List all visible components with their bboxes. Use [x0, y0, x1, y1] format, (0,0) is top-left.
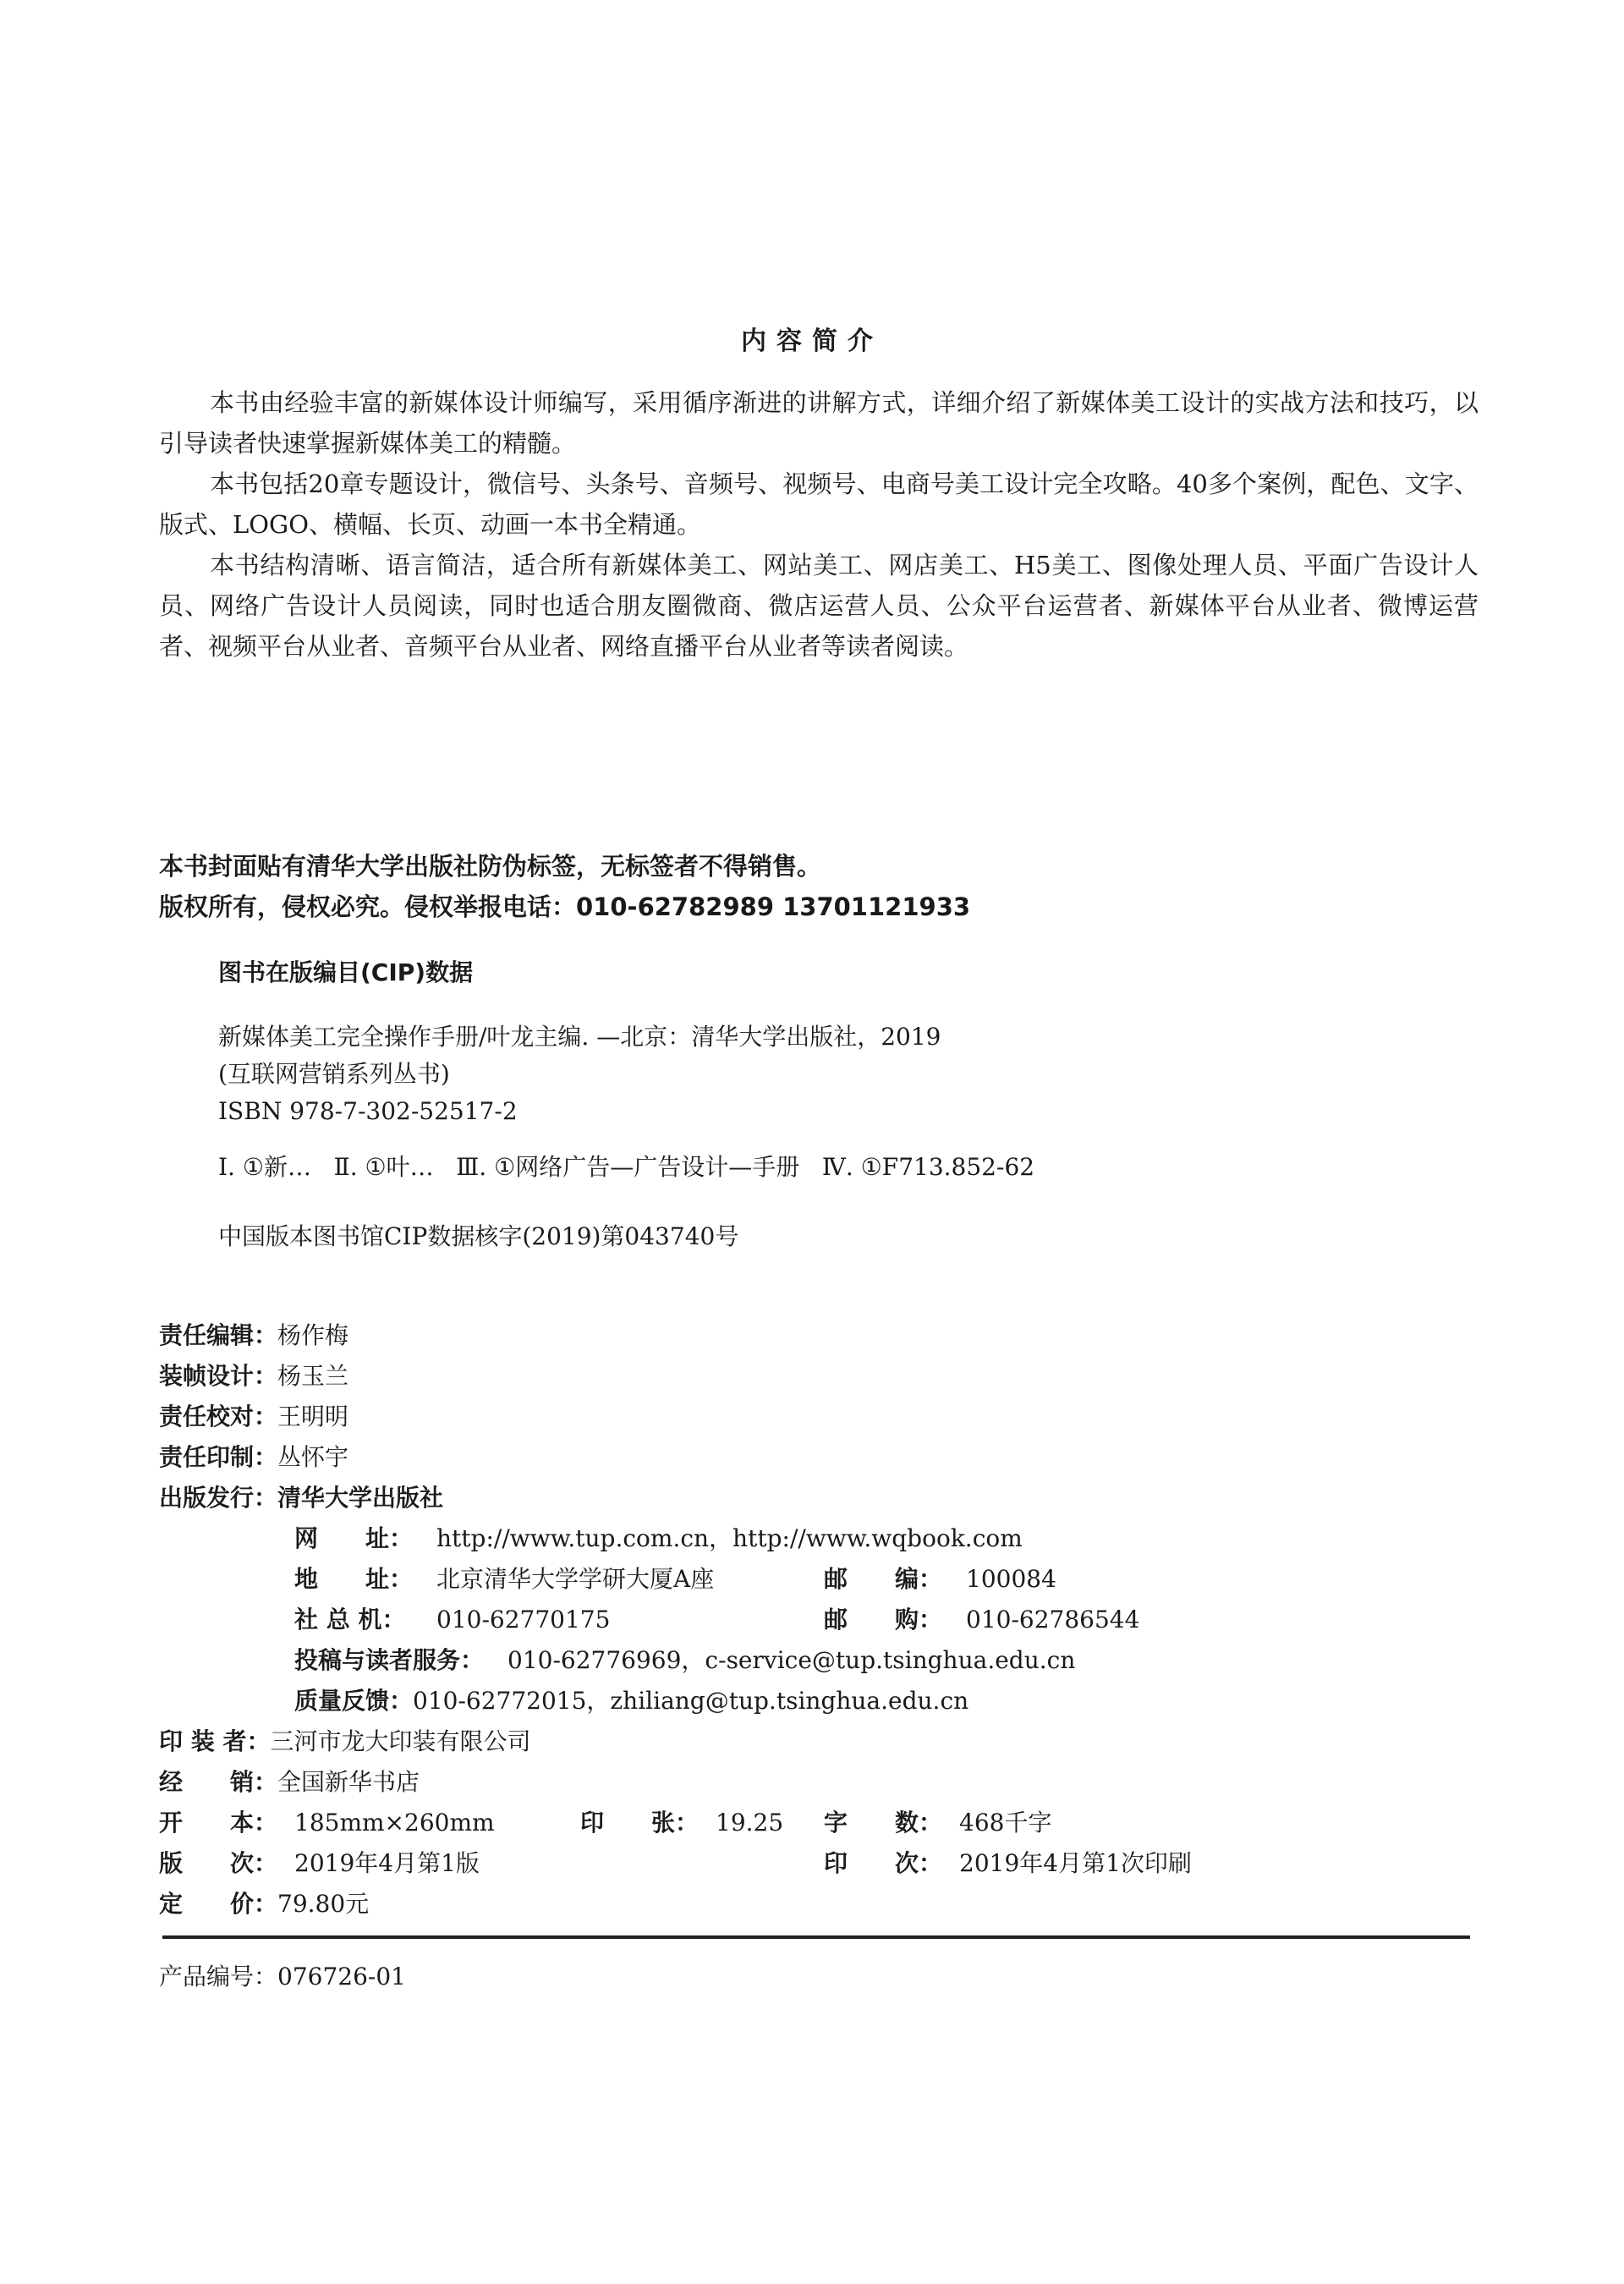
credit-row: [159, 1803, 1052, 1843]
cip-series: (互联网营销系列丛书): [218, 1060, 450, 1088]
printer-label: 印 装 者：: [159, 1727, 271, 1755]
cip-title-line: 新媒体美工完全操作手册/叶龙主编. —北京：清华大学出版社，2019: [218, 1023, 941, 1051]
intro-paragraph: 本书结构清晰、语言简洁，适合所有新媒体美工、网站美工、网店美工、H5美工、图像处理人员、平面广告设计人员、网络广告设计人员阅读，同时也适合朋友圈微商、微店运营人员、公众平台运营者、新媒体平台从业者、微博运营者、视频平台从业者、音频平台从业者、网络直播平台从业者等读者阅读。: [159, 551, 1479, 661]
credit-row: [159, 1356, 531, 1397]
format-value: 185mm×260mm: [294, 1809, 495, 1837]
web-label: 网 址：: [294, 1524, 414, 1552]
credit-row: [159, 1681, 969, 1721]
intro-paragraph: 本书包括20章专题设计，微信号、头条号、音频号、视频号、电商号美工设计完全攻略。40多个案例，配色、文字、版式、LOGO、横幅、长页、动画一本书全精通。: [159, 469, 1479, 539]
product-code: 076726-01: [277, 1963, 406, 1990]
service-label: 投稿与读者服务：: [294, 1646, 485, 1674]
price-value: 79.80元: [277, 1890, 370, 1918]
copyright-notice: [159, 846, 1479, 927]
credit-row: [159, 1721, 531, 1762]
format-label: 开 本：: [159, 1809, 278, 1837]
impression-value: 2019年4月第1次印刷: [959, 1849, 1192, 1877]
price-label: 定 价：: [159, 1890, 278, 1918]
anti-counterfeit-notice: 本书封面贴有清华大学出版社防伪标签，无标签者不得销售。: [159, 852, 822, 881]
credit-row: [159, 1559, 1056, 1600]
address-value: 北京清华大学学研大厦A座: [436, 1565, 715, 1593]
copyright-statement: 版权所有，侵权必究。侵权举报电话：010-62782989 13701121933: [159, 892, 971, 921]
intro-section: [159, 382, 1479, 667]
proofreader-label: 责任校对：: [159, 1403, 278, 1430]
credit-row: [159, 1884, 531, 1924]
credits-block: [159, 1315, 1192, 1924]
cip-classification: Ⅰ. ①新… Ⅱ. ①叶… Ⅲ. ①网络广告—广告设计—手册 Ⅳ. ①F713.852-62: [218, 1153, 1035, 1181]
editor-label: 责任编辑：: [159, 1321, 278, 1349]
service-value: 010-62776969，c-service@tup.tsinghua.edu.cn: [508, 1646, 1076, 1674]
switchboard-value: 010-62770175: [436, 1606, 611, 1633]
mailorder-label: 邮 购：: [824, 1606, 943, 1633]
product-label: 产品编号：: [159, 1963, 278, 1990]
product-number: [159, 1958, 406, 1992]
impression-label: 印 次：: [824, 1849, 943, 1877]
switchboard-label: 社 总 机：: [294, 1606, 406, 1633]
credit-row: [159, 1640, 1076, 1681]
distributor-value: 全国新华书店: [277, 1768, 420, 1796]
distributor-label: 经 销：: [159, 1768, 278, 1796]
feedback-label: 质量反馈：: [294, 1687, 414, 1715]
editor-value: 杨作梅: [277, 1321, 349, 1349]
binding-label: 装帧设计：: [159, 1362, 278, 1390]
words-label: 字 数：: [824, 1809, 943, 1837]
cip-approval-number: 中国版本图书馆CIP数据核字(2019)第043740号: [218, 1222, 739, 1250]
edition-value: 2019年4月第1版: [294, 1849, 480, 1877]
cip-book-info: [218, 1018, 941, 1130]
feedback-value: 010-62772015，zhiliang@tup.tsinghua.edu.cn: [413, 1687, 969, 1715]
credit-row: [159, 1518, 1023, 1559]
intro-title: 内容简介: [741, 327, 883, 356]
credit-row: [159, 1762, 531, 1803]
mailorder-value: 010-62786544: [966, 1606, 1140, 1633]
intro-paragraph: 本书由经验丰富的新媒体设计师编写，采用循序渐进的讲解方式，详细介绍了新媒体美工设计的实战方法和技巧，以引导读者快速掌握新媒体美工的精髓。: [159, 388, 1479, 458]
postcode-value: 100084: [966, 1565, 1056, 1593]
sheets-value: 19.25: [716, 1809, 784, 1837]
printing-label: 责任印制：: [159, 1443, 278, 1471]
credit-row: [159, 1600, 1140, 1640]
credit-row: [159, 1843, 1192, 1884]
edition-label: 版 次：: [159, 1849, 278, 1877]
address-label: 地 址：: [294, 1565, 414, 1593]
proofreader-value: 王明明: [277, 1403, 349, 1430]
credit-row: [159, 1315, 531, 1356]
cip-isbn: ISBN 978-7-302-52517-2: [218, 1097, 518, 1125]
binding-value: 杨玉兰: [277, 1362, 349, 1390]
cip-heading: 图书在版编目(CIP)数据: [218, 958, 474, 986]
credit-row: [159, 1397, 531, 1437]
postcode-label: 邮 编：: [824, 1565, 943, 1593]
web-value: http://www.tup.com.cn，http://www.wqbook.com: [436, 1524, 1023, 1552]
sheets-label: 印 张：: [580, 1809, 700, 1837]
credit-row: [159, 1437, 531, 1478]
words-value: 468千字: [959, 1809, 1052, 1837]
divider-rule: [162, 1935, 1470, 1939]
printer-value: 三河市龙大印装有限公司: [270, 1727, 531, 1755]
credit-row: [159, 1478, 531, 1518]
publisher-label: 出版发行：: [159, 1484, 278, 1512]
printing-value: 丛怀宇: [277, 1443, 349, 1471]
publisher-value: 清华大学出版社: [277, 1484, 444, 1512]
